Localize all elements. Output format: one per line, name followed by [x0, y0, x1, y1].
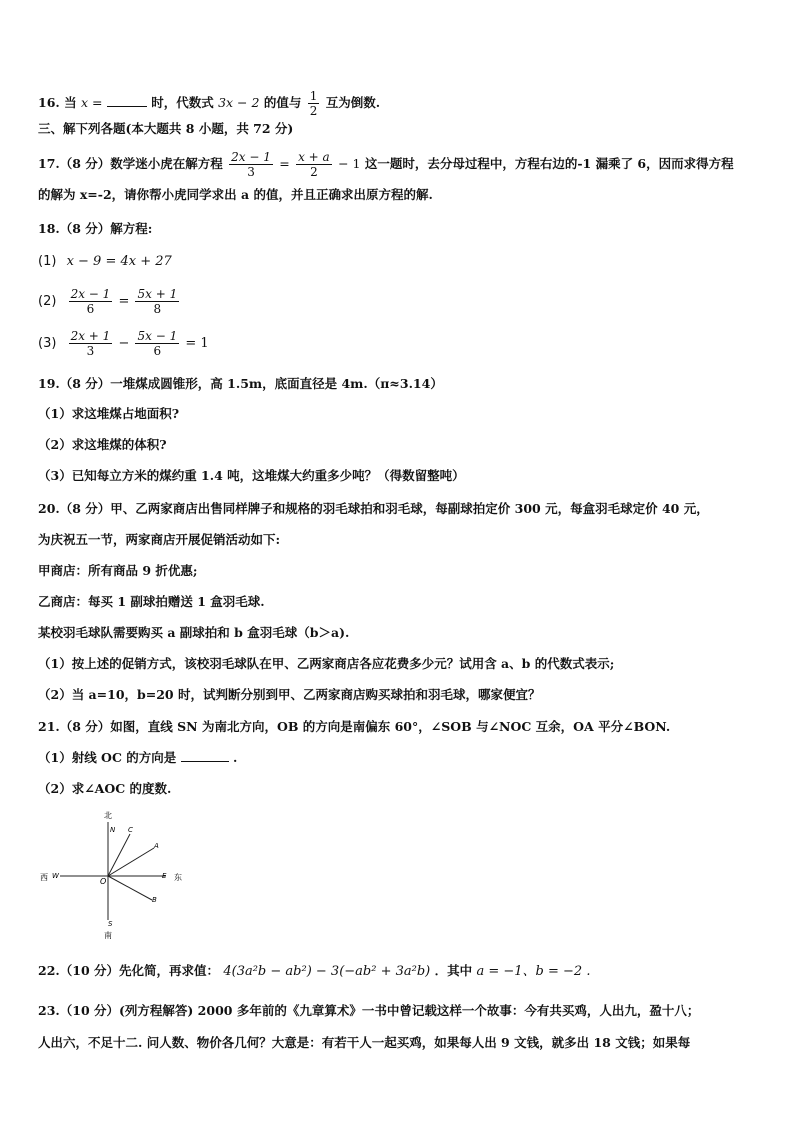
- question-20-line7: （2）当 a=10，b=20 时，试判断分别到甲、乙两家商店购买球拍和羽毛球，哪家便宜？: [38, 687, 541, 702]
- direction-diagram: [36, 808, 196, 948]
- question-17-line1: [38, 150, 734, 179]
- q18-p2-rhs-fraction: [135, 287, 179, 316]
- question-20-line4: 乙商店：每买 1 副球拍赠送 1 盒羽毛球.: [38, 594, 265, 609]
- q18-p3-label: (3): [38, 336, 57, 351]
- q17-rhs-num: x + a: [298, 150, 330, 164]
- q16-frac-num: 1: [309, 89, 318, 103]
- q18-p3-rnum: 5x − 1: [137, 329, 178, 343]
- label-north: 北: [104, 811, 112, 820]
- section-3-header: 三、解下列各题(本大题共 8 小题，共 72 分): [38, 121, 294, 136]
- q17-suffix: 这一题时，去分母过程中，方程右边的-1 漏乘了 6，因而求得方程: [364, 156, 734, 171]
- q18-p3-tail: = 1: [185, 336, 209, 351]
- ray-ob: [108, 876, 152, 900]
- q18-p1-label: (1): [38, 254, 57, 269]
- q21-sub1-text: （1）射线 OC 的方向是: [38, 750, 177, 765]
- q21-answer-blank: [181, 749, 229, 762]
- label-A: A: [154, 842, 159, 850]
- q17-lhs-fraction: [229, 150, 273, 179]
- question-19-title: 19.（8 分）一堆煤成圆锥形，高 1.5m，底面直径是 4m.（π≈3.14）: [38, 376, 443, 391]
- q18-p3-lden: 3: [86, 344, 95, 358]
- q18-p2-lden: 6: [86, 302, 95, 316]
- question-21-line3: （2）求∠AOC 的度数.: [38, 781, 172, 796]
- q17-eq: =: [279, 156, 290, 171]
- q17-rhs-den: 2: [310, 165, 318, 179]
- q18-p3-lnum: 2x + 1: [70, 329, 111, 343]
- q18-p2-eq: =: [118, 294, 130, 309]
- question-20-line2: 为庆祝五一节，两家商店开展促销活动如下:: [38, 532, 281, 547]
- label-N: N: [110, 826, 116, 834]
- q22-prefix: 22.（10 分）先化简，再求值：: [38, 963, 219, 978]
- q16-expr: 3x − 2: [218, 95, 260, 110]
- label-C: C: [128, 826, 133, 834]
- label-B: B: [152, 896, 157, 904]
- q19-sub-1: （1）求这堆煤占地面积?: [38, 406, 180, 421]
- question-20-line5: 某校羽毛球队需要购买 a 副球拍和 b 盒羽毛球（b＞a).: [38, 625, 350, 640]
- label-S: S: [108, 920, 113, 928]
- question-20-line1: 20.（8 分）甲、乙两家商店出售同样牌子和规格的羽毛球拍和羽毛球，每副球拍定价 300 元，每盒羽毛球定价 40 元，: [38, 501, 709, 516]
- question-21-line1: 21.（8 分）如图，直线 SN 为南北方向，OB 的方向是南偏东 60°，∠SOB 与∠NOC 互余，OA 平分∠BON.: [38, 719, 671, 734]
- q22-condition: a = −1、b = −2 .: [476, 964, 591, 979]
- question-16: [38, 89, 380, 118]
- label-O: O: [100, 877, 107, 886]
- q22-expression: 4(3a²b − ab²) − 3(−ab² + 3a²b): [223, 964, 431, 979]
- q18-p2-lhs-fraction: [69, 287, 113, 316]
- q17-lhs-num: 2x − 1: [231, 150, 271, 164]
- q18-part-3: [38, 329, 209, 358]
- label-east: 东: [174, 873, 182, 882]
- q18-p1-equation: x − 9 = 4x + 27: [66, 254, 172, 269]
- q16-var: x =: [80, 95, 103, 110]
- q16-suffix: 互为倒数.: [325, 95, 381, 110]
- question-21-line2: [38, 749, 237, 767]
- q16-mid: 时，代数式: [151, 95, 214, 110]
- q16-frac-den: 2: [309, 104, 318, 118]
- q22-mid: ．其中: [434, 963, 473, 978]
- q21-sub1-period: .: [232, 750, 238, 765]
- q18-part-1: [38, 254, 172, 269]
- question-17-line2: 的解为 x=-2，请你帮小虎同学求出 a 的值，并且正确求出原方程的解.: [38, 187, 433, 202]
- q16-fraction: [308, 89, 320, 118]
- q18-p3-rhs-fraction: [135, 329, 179, 358]
- label-E: E: [162, 872, 167, 880]
- q18-p2-rden: 8: [153, 302, 162, 316]
- question-23-line2: 人出六，不足十二. 问人数、物价各几何？大意是：有若干人一起买鸡，如果每人出 9 文钱，就多出 18 文钱；如果每: [38, 1035, 691, 1050]
- q18-p2-rnum: 5x + 1: [137, 287, 178, 301]
- q16-blank: [107, 94, 147, 107]
- q19-sub-3: （3）已知每立方米的煤约重 1.4 吨，这堆煤大约重多少吨？（得数留整吨）: [38, 468, 465, 483]
- q18-p3-minus: −: [118, 336, 130, 351]
- q16-prefix: 16. 当: [38, 95, 77, 110]
- question-20-line6: （1）按上述的促销方式，该校羽毛球队在甲、乙两家商店各应花费多少元？试用含 a、b 的代数式表示;: [38, 656, 615, 671]
- q18-part-2: [38, 287, 181, 316]
- q18-p2-label: (2): [38, 294, 57, 309]
- q18-p3-lhs-fraction: [69, 329, 113, 358]
- label-west: 西: [40, 873, 48, 882]
- question-23-line1: 23.（10 分）(列方程解答) 2000 多年前的《九章算术》一书中曾记载这样一个故事：今有共买鸡，人出九，盈十八；: [38, 1003, 700, 1018]
- label-W: W: [52, 872, 59, 880]
- q17-lhs-den: 3: [247, 165, 255, 179]
- question-18-title: 18.（8 分）解方程:: [38, 221, 153, 236]
- label-south: 南: [104, 931, 112, 940]
- q16-mid2: 的值与: [263, 95, 302, 110]
- q17-rhs-tail: − 1: [338, 156, 361, 171]
- question-20-line3: 甲商店：所有商品 9 折优惠;: [38, 563, 198, 578]
- q17-prefix: 17.（8 分）数学迷小虎在解方程: [38, 156, 223, 171]
- question-22: [38, 962, 590, 981]
- q18-p2-lnum: 2x − 1: [70, 287, 111, 301]
- q18-p3-rden: 6: [153, 344, 162, 358]
- q17-rhs-fraction: [296, 150, 332, 179]
- q19-sub-2: （2）求这堆煤的体积?: [38, 437, 167, 452]
